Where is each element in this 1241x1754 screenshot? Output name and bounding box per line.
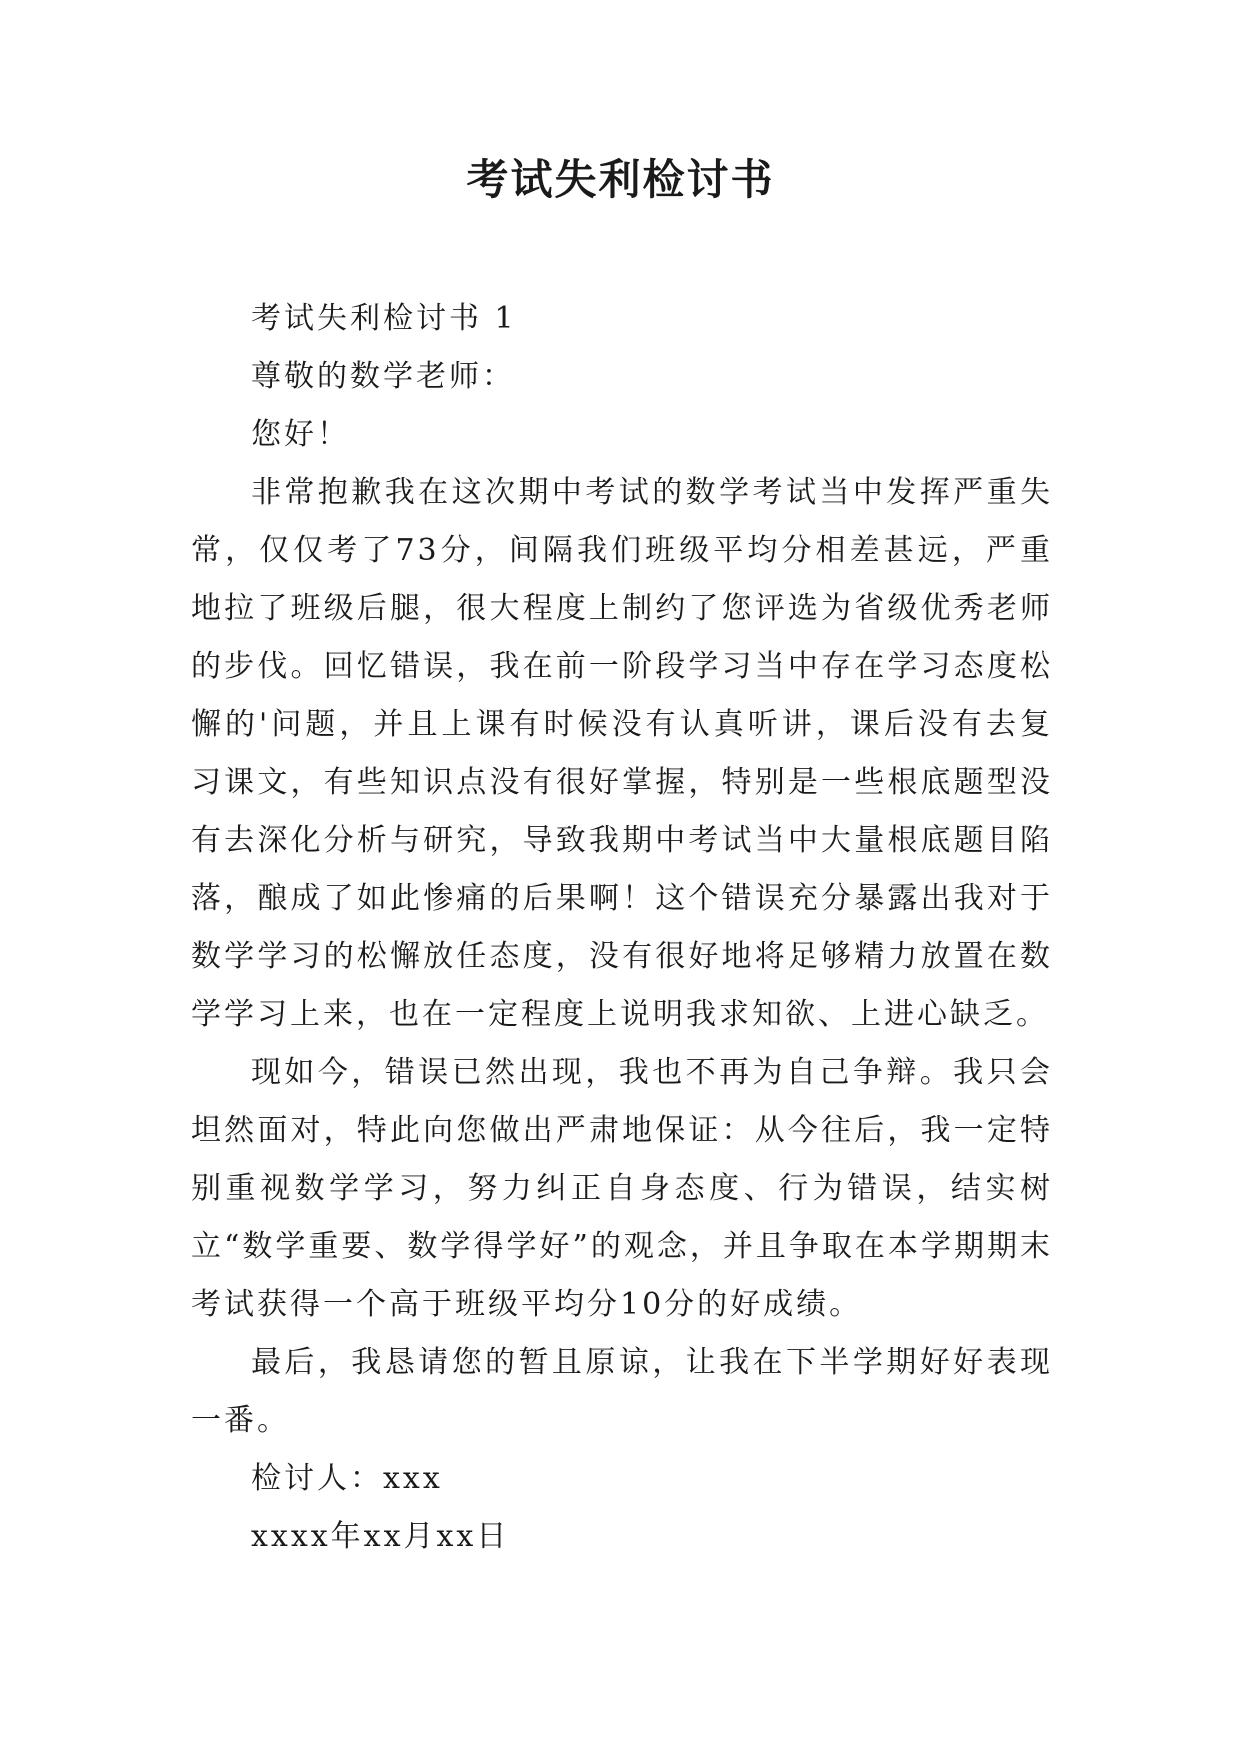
- signature: 检讨人：xxx: [251, 1461, 443, 1496]
- greeting: 您好！: [251, 417, 350, 452]
- signature-date: xxxx年xx月xx日: [251, 1519, 510, 1554]
- body-paragraph: 现如今，错误已然出现，我也不再为自己争辩。我只会坦然面对，特此向您做出严肃地保证：从今往后，我一定特别重视数学学习，努力纠正自身态度、行为错误，结实树立“数学重要、数学得学好”的观念，并且争取在本学期期末考试获得一个高于班级平均分10分的好成绩。: [191, 1055, 1053, 1322]
- section-heading: 考试失利检讨书 1: [251, 301, 517, 336]
- document-body: [191, 290, 1053, 1566]
- salutation: 尊敬的数学老师：: [251, 359, 515, 394]
- document-title: 考试失利检讨书: [466, 155, 775, 204]
- body-paragraph: 非常抱歉我在这次期中考试的数学考试当中发挥严重失常，仅仅考了73分，间隔我们班级平均分相差甚远，严重地拉了班级后腿，很大程度上制约了您评选为省级优秀老师的步伐。回忆错误，我在前一阶段学习当中存在学习态度松懈的'问题，并且上课有时候没有认真听讲，课后没有去复习课文，有些知识点没有很好掌握，特别是一些根底题型没有去深化分析与研究，导致我期中考试当中大量根底题目陷落，酿成了如此惨痛的后果啊！这个错误充分暴露出我对于数学学习的松懈放任态度，没有很好地将足够精力放置在数学学习上来，也在一定程度上说明我求知欲、上进心缺乏。: [191, 475, 1053, 1032]
- body-paragraph: 最后，我恳请您的暂且原谅，让我在下半学期好好表现一番。: [191, 1345, 1053, 1438]
